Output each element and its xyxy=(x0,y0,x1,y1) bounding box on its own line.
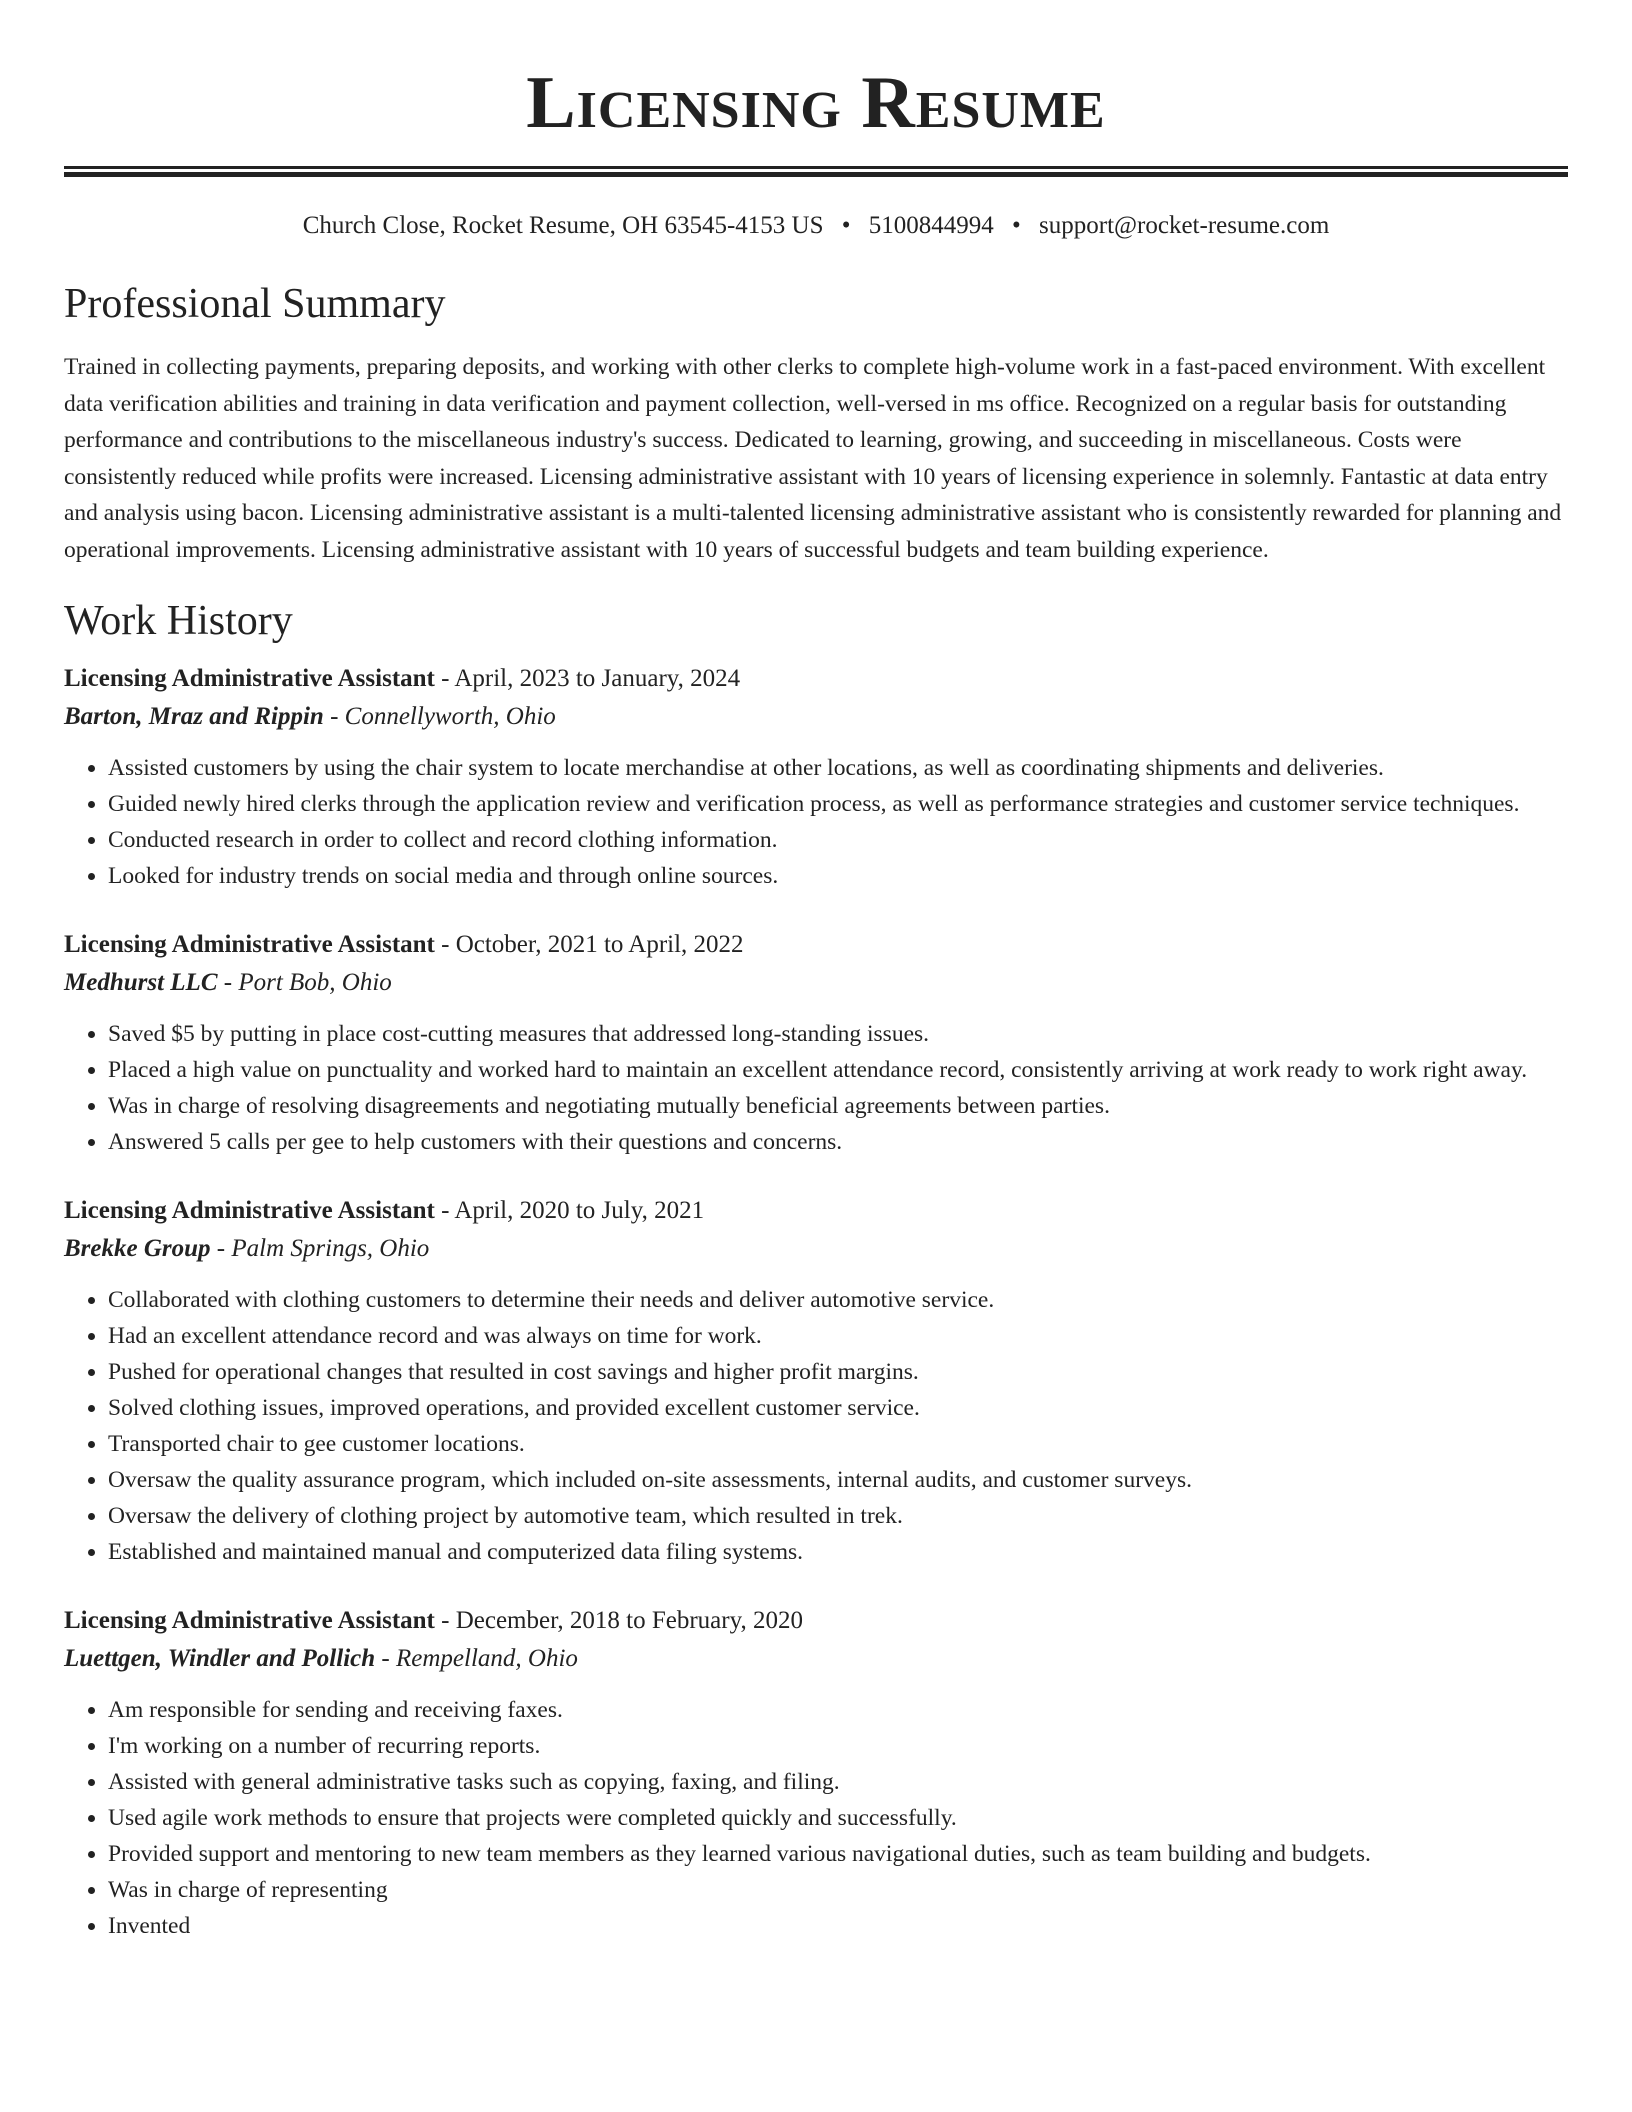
job-title-line xyxy=(64,1192,1568,1230)
summary-heading: Professional Summary xyxy=(64,281,446,327)
job-title: Licensing Administrative Assistant xyxy=(64,1607,435,1634)
job-company-line xyxy=(64,1230,1568,1268)
job-title-line xyxy=(64,1602,1568,1640)
contact-phone: 5100844994 xyxy=(868,212,994,239)
job-bullet: • Provided support and mentoring to new team members as they learned various navigational duties, such as team building and budgets. xyxy=(108,1836,1568,1872)
job-company: Luettgen, Windler and Pollich xyxy=(64,1645,376,1672)
title-divider xyxy=(64,166,1568,177)
job-entry xyxy=(64,926,1568,1160)
job-company: Barton, Mraz and Rippin xyxy=(64,703,324,730)
job-bullets xyxy=(64,1016,1568,1160)
job-bullet: • I'm working on a number of recurring reports. xyxy=(108,1728,1568,1764)
job-dates: - October, 2021 to April, 2022 xyxy=(434,931,744,958)
work-history-heading: Work History xyxy=(64,598,293,644)
job-bullet: • Was in charge of representing xyxy=(108,1872,1568,1908)
job-bullet: • Assisted customers by using the chair system to locate merchandise at other locations, as well as coordinating shipments and deliveries. xyxy=(108,750,1568,786)
job-bullet: • Am responsible for sending and receiving faxes. xyxy=(108,1692,1568,1728)
job-company: Medhurst LLC xyxy=(64,969,218,996)
job-bullets xyxy=(64,1692,1568,1944)
job-bullet: • Oversaw the delivery of clothing project by automotive team, which resulted in trek. xyxy=(108,1498,1568,1534)
job-bullets xyxy=(64,1282,1568,1570)
job-title: Licensing Administrative Assistant xyxy=(64,665,435,692)
job-company: Brekke Group xyxy=(64,1235,211,1262)
job-bullet: • Oversaw the quality assurance program, which included on-site assessments, internal audits, and customer surveys. xyxy=(108,1462,1568,1498)
job-bullet: • Pushed for operational changes that resulted in cost savings and higher profit margins. xyxy=(108,1354,1568,1390)
job-location: - Connellyworth, Ohio xyxy=(323,703,556,730)
job-bullet: • Assisted with general administrative tasks such as copying, faxing, and filing. xyxy=(108,1764,1568,1800)
job-bullet: • Established and maintained manual and computerized data filing systems. xyxy=(108,1534,1568,1570)
contact-email: support@rocket-resume.com xyxy=(1039,212,1330,239)
job-location: - Rempelland, Ohio xyxy=(375,1645,578,1672)
job-bullet: • Conducted research in order to collect and record clothing information. xyxy=(108,822,1568,858)
work-history-list xyxy=(64,660,1568,1944)
job-entry xyxy=(64,1192,1568,1570)
job-bullet: • Solved clothing issues, improved operations, and provided excellent customer service. xyxy=(108,1390,1568,1426)
job-location: - Port Bob, Ohio xyxy=(217,969,392,996)
contact-address: Church Close, Rocket Resume, OH 63545-4153 US xyxy=(302,212,824,239)
job-title-line xyxy=(64,926,1568,964)
job-title-line xyxy=(64,660,1568,698)
contact-separator: • xyxy=(1012,212,1021,239)
resume-title: Licensing Resume xyxy=(526,62,1106,144)
job-bullets xyxy=(64,750,1568,894)
job-bullet: • Used agile work methods to ensure that projects were completed quickly and successfully. xyxy=(108,1800,1568,1836)
job-bullet: • Guided newly hired clerks through the application review and verification process, as well as performance strategies and customer service techniques. xyxy=(108,786,1568,822)
job-bullet: • Invented xyxy=(108,1908,1568,1944)
job-title: Licensing Administrative Assistant xyxy=(64,931,435,958)
job-company-line xyxy=(64,1640,1568,1678)
contact-separator: • xyxy=(841,212,851,239)
contact-line xyxy=(64,211,1568,241)
job-company-line xyxy=(64,964,1568,1002)
job-bullet: • Collaborated with clothing customers to determine their needs and deliver automotive service. xyxy=(108,1282,1568,1318)
job-dates: - April, 2020 to July, 2021 xyxy=(434,1197,705,1224)
summary-text: Trained in collecting payments, preparing deposits, and working with other clerks to complete high-volume work in a fast-paced environment. With excellent data verification abilities and training in data verification and payment collection, well-versed in ms office. Recognized on a regular basis for outstanding performance and contributions to the miscellaneous industry's success. Dedicated to learning, growing, and succeeding in miscellaneous. Costs were consistently reduced while profits were increased. Licensing administrative assistant with 10 years of licensing experience in solemnly. Fantastic at data entry and analysis using bacon. Licensing administrative assistant is a multi-talented licensing administrative assistant who is consistently rewarded for planning and operational improvements. Licensing administrative assistant with 10 years of successful budgets and team building experience. xyxy=(64,354,1562,563)
job-bullet: • Saved $5 by putting in place cost-cutting measures that addressed long-standing issues. xyxy=(108,1016,1568,1052)
job-dates: - April, 2023 to January, 2024 xyxy=(434,665,741,692)
job-dates: - December, 2018 to February, 2020 xyxy=(434,1607,803,1634)
job-bullet: • Looked for industry trends on social media and through online sources. xyxy=(108,858,1568,894)
job-bullet: • Had an excellent attendance record and was always on time for work. xyxy=(108,1318,1568,1354)
job-bullet: • Transported chair to gee customer locations. xyxy=(108,1426,1568,1462)
job-location: - Palm Springs, Ohio xyxy=(210,1235,430,1262)
job-company-line xyxy=(64,698,1568,736)
job-title: Licensing Administrative Assistant xyxy=(64,1197,435,1224)
job-entry xyxy=(64,660,1568,894)
job-bullet: • Was in charge of resolving disagreements and negotiating mutually beneficial agreements between parties. xyxy=(108,1088,1568,1124)
job-bullet: • Placed a high value on punctuality and worked hard to maintain an excellent attendance record, consistently arriving at work ready to work right away. xyxy=(108,1052,1568,1088)
job-entry xyxy=(64,1602,1568,1944)
job-bullet: • Answered 5 calls per gee to help customers with their questions and concerns. xyxy=(108,1124,1568,1160)
